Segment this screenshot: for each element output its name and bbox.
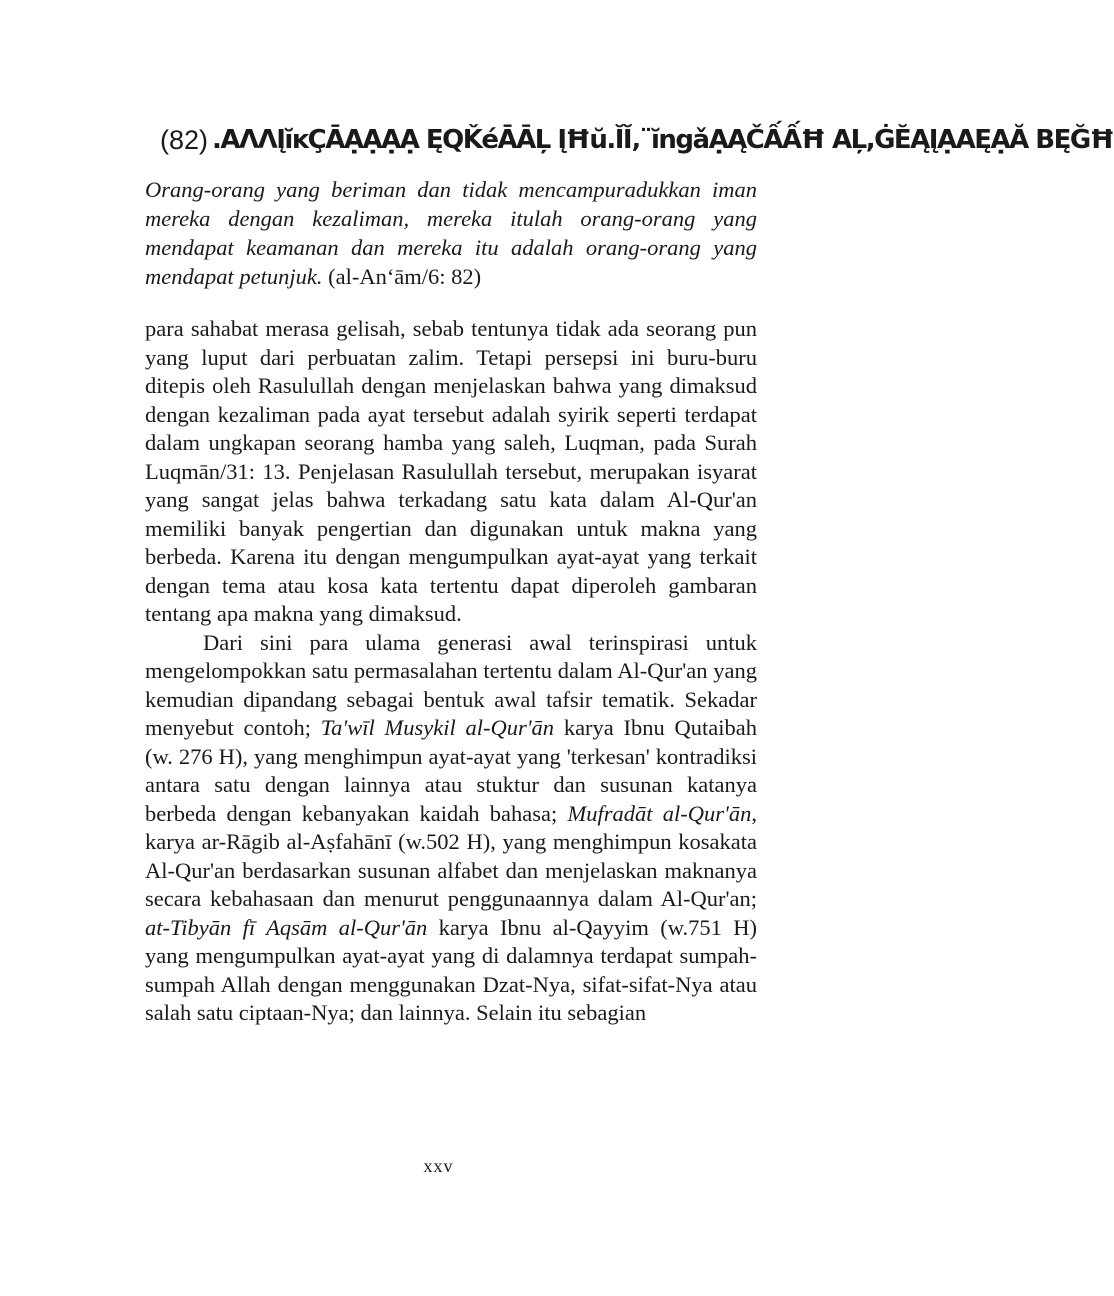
paragraph-2-part-4: karya Ibnu al-Qayyim (w.751 H) yang mengumpulkan ayat-ayat yang di dalamnya terdapat sumpah-sumpah Allah dengan menggunakan Dzat-Nya, sifat-sifat-Nya atau salah satu ciptaan-Nya; dan lainnya. Selain itu sebagian bbox=[145, 914, 757, 1025]
page-number: xxv bbox=[423, 1156, 454, 1176]
verse-translation bbox=[145, 175, 757, 291]
paragraph-2 bbox=[145, 629, 757, 1028]
book-title-mufradat: Mufradāt al-Qur'ān bbox=[567, 800, 752, 826]
paragraph-2-part-3: , karya ar-Rāgib al-Aṣfahānī (w.502 H), yang menghimpun kosakata Al-Qur'an berdasarkan susunan alfabet dan menjelaskan maknanya secara kebahasaan dan menurut penggunaannya dalam Al-Qur'an; bbox=[145, 800, 757, 911]
book-title-tawil: Ta'wīl Musykil al-Qur'ān bbox=[320, 715, 555, 740]
body-text bbox=[145, 315, 757, 1028]
arabic-verse-text: .AΛΛĮĭĸÇĀẠẠẠẠ ĘQǨéĀĀĻ ĮĦŭ.ĬĬ‚¨ĭngǎẠĄČẤẤĦ AĻ,ĠĔĄĮẠAĘẠĂ BĘĞĦ bbox=[212, 125, 1114, 155]
paragraph-2-part-1: Dari sini para ulama generasi awal terinspirasi untuk mengelompokkan satu permasalahan tertentu dalam Al-Qur'an yang kemudian dipandang sebagai bentuk awal tafsir tematik. Sekadar menyebut contoh; bbox=[145, 629, 757, 740]
paragraph-1: para sahabat merasa gelisah, sebab tentunya tidak ada seorang pun yang luput dari perbuatan zalim. Tetapi persepsi ini buru-buru ditepis oleh Rasulullah dengan menjelaskan bahwa yang dimaksud dengan kezaliman pada ayat tersebut adalah syirik seperti terdapat dalam ungkapan seorang hamba yang saleh, Luqman, pada Surah Luqmān/31: 13. Penjelasan Rasulullah tersebut, merupakan isyarat yang sangat jelas bahwa terkadang satu kata dalam Al-Qur'an memiliki banyak pengertian dan digunakan untuk makna yang berbeda. Karena itu dengan mengumpulkan ayat-ayat yang terkait dengan tema atau kosa kata tertentu dapat diperoleh gambaran tentang apa makna yang dimaksud. bbox=[145, 316, 757, 626]
translation-citation: (al-An‘ām/6: 82) bbox=[322, 264, 482, 289]
book-title-tibyan: at-Tibyān fī Aqsām al-Qur'ān bbox=[145, 914, 428, 940]
translation-text: Orang-orang yang beriman dan tidak mencampuradukkan iman mereka dengan kezaliman, mereka itulah orang-orang yang mendapat keamanan dan mereka itu adalah orang-orang yang mendapat petunjuk. bbox=[145, 177, 757, 289]
quran-verse-arabic bbox=[160, 118, 1114, 162]
verse-number: (82) bbox=[160, 124, 209, 155]
paragraph-2-part-2: karya Ibnu Qutaibah (w. 276 H), yang menghimpun ayat-ayat yang 'terkesan' kontradiksi antara satu dengan lainnya atau stuktur dan susunan katanya berbeda dengan kebanyakan kaidah bahasa; bbox=[145, 715, 758, 826]
